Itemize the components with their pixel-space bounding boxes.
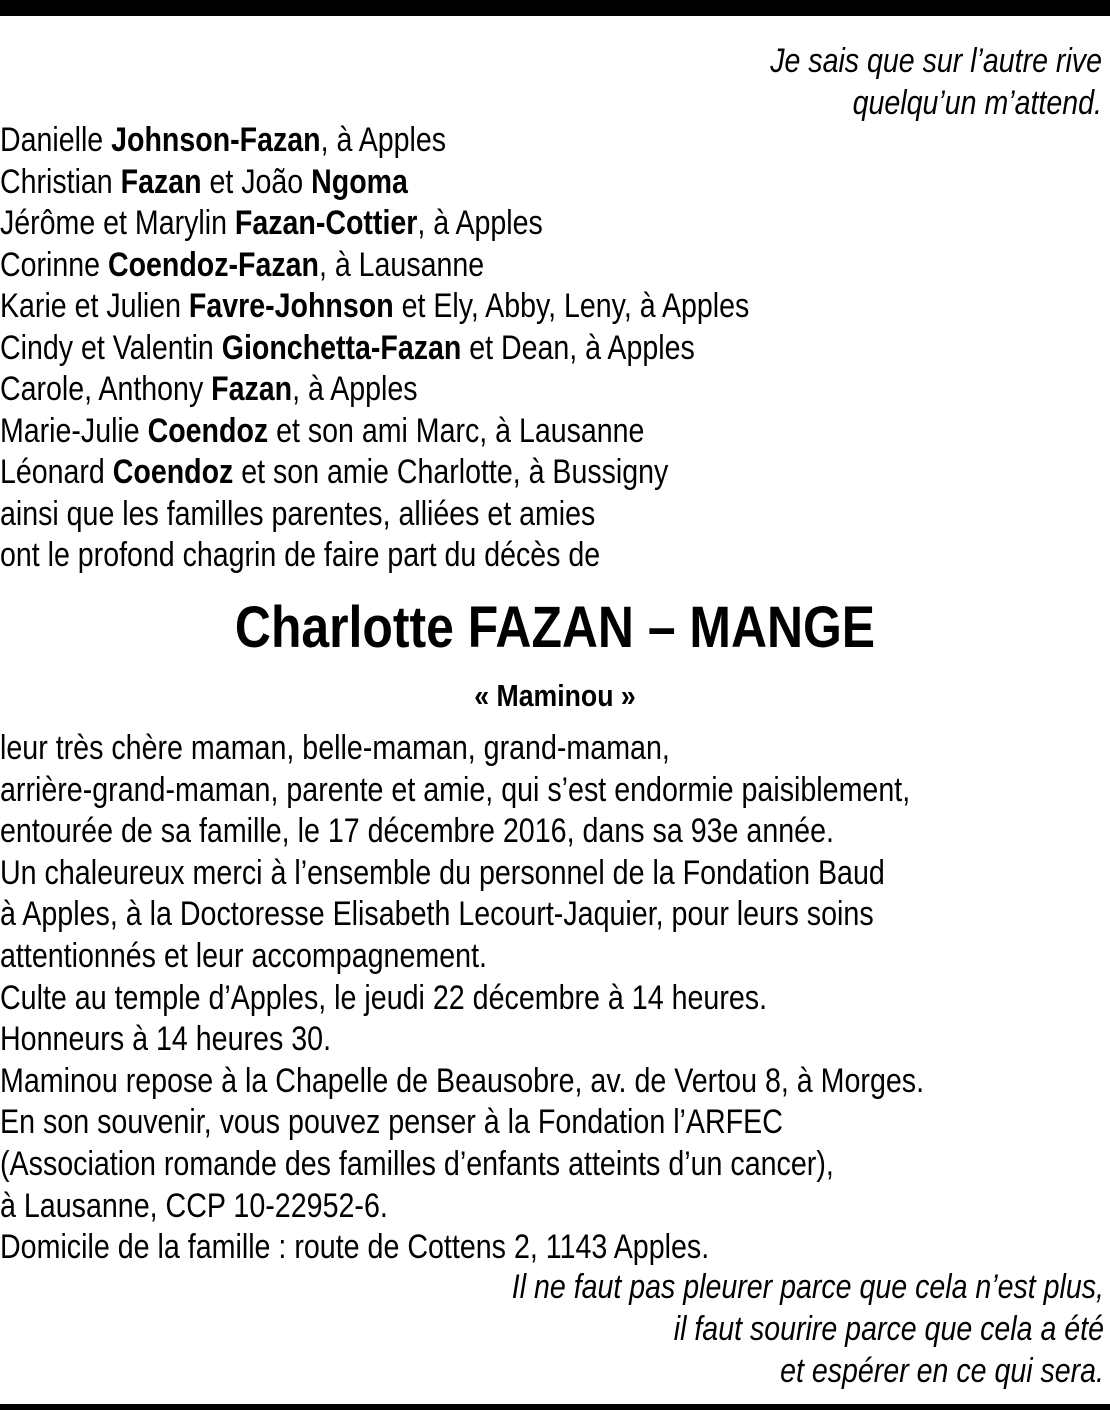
family-text: Karie et Julien (0, 287, 189, 325)
body-line: arrière-grand-maman, parente et amie, qui s’est endormie paisiblement, (0, 770, 911, 809)
family-text: , à Apples (417, 204, 543, 242)
closing-line: et espérer en ce qui sera. (780, 1352, 1104, 1390)
family-text: et João (201, 162, 312, 201)
epigraph (770, 40, 1102, 124)
family-line (0, 120, 749, 162)
family-text: , à Lausanne (318, 245, 485, 284)
family-text: et Dean, à Apples (461, 328, 695, 367)
family-surname: Coendoz-Fazan (107, 245, 319, 284)
family-surname: Gionchetta-Fazan (221, 328, 462, 367)
family-text: et Ely, Abby, Leny, à Apples (393, 287, 750, 325)
family-line (0, 452, 749, 494)
bottom-rule (0, 1404, 1110, 1410)
family-line (0, 286, 749, 328)
family-surname: Coendoz (112, 453, 234, 491)
family-surname: Fazan (211, 370, 293, 408)
closing-quote (512, 1266, 1104, 1392)
family-text: et son ami Marc, à Lausanne (268, 411, 645, 450)
family-text: Jérôme et Marylin (0, 204, 235, 242)
body-line: Un chaleureux merci à l’ensemble du personnel de la Fondation Baud (0, 853, 885, 892)
body-line: En son souvenir, vous pouvez penser à la Fondation l’ARFEC (0, 1103, 783, 1142)
family-line (0, 245, 749, 287)
family-line (0, 328, 749, 370)
family-list (0, 120, 749, 577)
epigraph-line: quelqu’un m’attend. (852, 84, 1102, 122)
family-text: ainsi que les familles parentes, alliées et amies (0, 494, 596, 533)
top-rule (0, 0, 1110, 16)
family-surname: Ngoma (311, 162, 408, 201)
family-surname: Coendoz (147, 411, 269, 450)
body-line: Maminou repose à la Chapelle de Beausobre, av. de Vertou 8, à Morges. (0, 1061, 925, 1100)
body-line: à Lausanne, CCP 10-22952-6. (0, 1186, 388, 1225)
body-line: entourée de sa famille, le 17 décembre 2016, dans sa 93e année. (0, 812, 834, 851)
family-text: , à Apples (292, 370, 418, 408)
body-line: à Apples, à la Doctoresse Elisabeth Lecourt-Jaquier, pour leurs soins (0, 895, 874, 934)
notice-body (0, 728, 924, 1269)
family-surname: Fazan (120, 162, 202, 201)
closing-line: il faut sourire parce que cela a été (673, 1310, 1104, 1348)
family-text: Carole, Anthony (0, 370, 212, 408)
body-line: (Association romande des familles d’enfants atteints d’un cancer), (0, 1144, 834, 1183)
deceased-name: Charlotte FAZAN – MANGE (234, 595, 876, 660)
body-line: Culte au temple d’Apples, le jeudi 22 décembre à 14 heures. (0, 978, 768, 1017)
epigraph-line: Je sais que sur l’autre rive (770, 42, 1102, 80)
family-line (0, 494, 749, 536)
family-text: Corinne (0, 245, 108, 284)
family-text: Cindy et Valentin (0, 328, 222, 367)
family-surname: Johnson-Fazan (111, 121, 321, 159)
family-text: Christian (0, 162, 121, 201)
deceased-nickname: « Maminou » (474, 678, 636, 713)
family-line (0, 411, 749, 453)
family-text: ont le profond chagrin de faire part du décès de (0, 536, 601, 574)
family-line (0, 162, 749, 204)
closing-line: Il ne faut pas pleurer parce que cela n’est plus, (511, 1268, 1104, 1306)
body-line: Honneurs à 14 heures 30. (0, 1020, 332, 1059)
family-line (0, 203, 749, 245)
family-line (0, 535, 749, 577)
family-text: , à Apples (320, 121, 447, 159)
family-text: Danielle (0, 121, 112, 159)
body-line: leur très chère maman, belle-maman, grand-maman, (0, 729, 670, 767)
family-text: et son amie Charlotte, à Bussigny (233, 453, 669, 491)
family-text: Marie-Julie (0, 411, 148, 450)
family-surname: Favre-Johnson (188, 287, 394, 325)
body-line: Domicile de la famille : route de Cottens 2, 1143 Apples. (0, 1228, 710, 1267)
family-line (0, 369, 749, 411)
family-surname: Fazan-Cottier (234, 204, 418, 242)
body-line: attentionnés et leur accompagnement. (0, 936, 487, 975)
family-text: Léonard (0, 453, 113, 491)
